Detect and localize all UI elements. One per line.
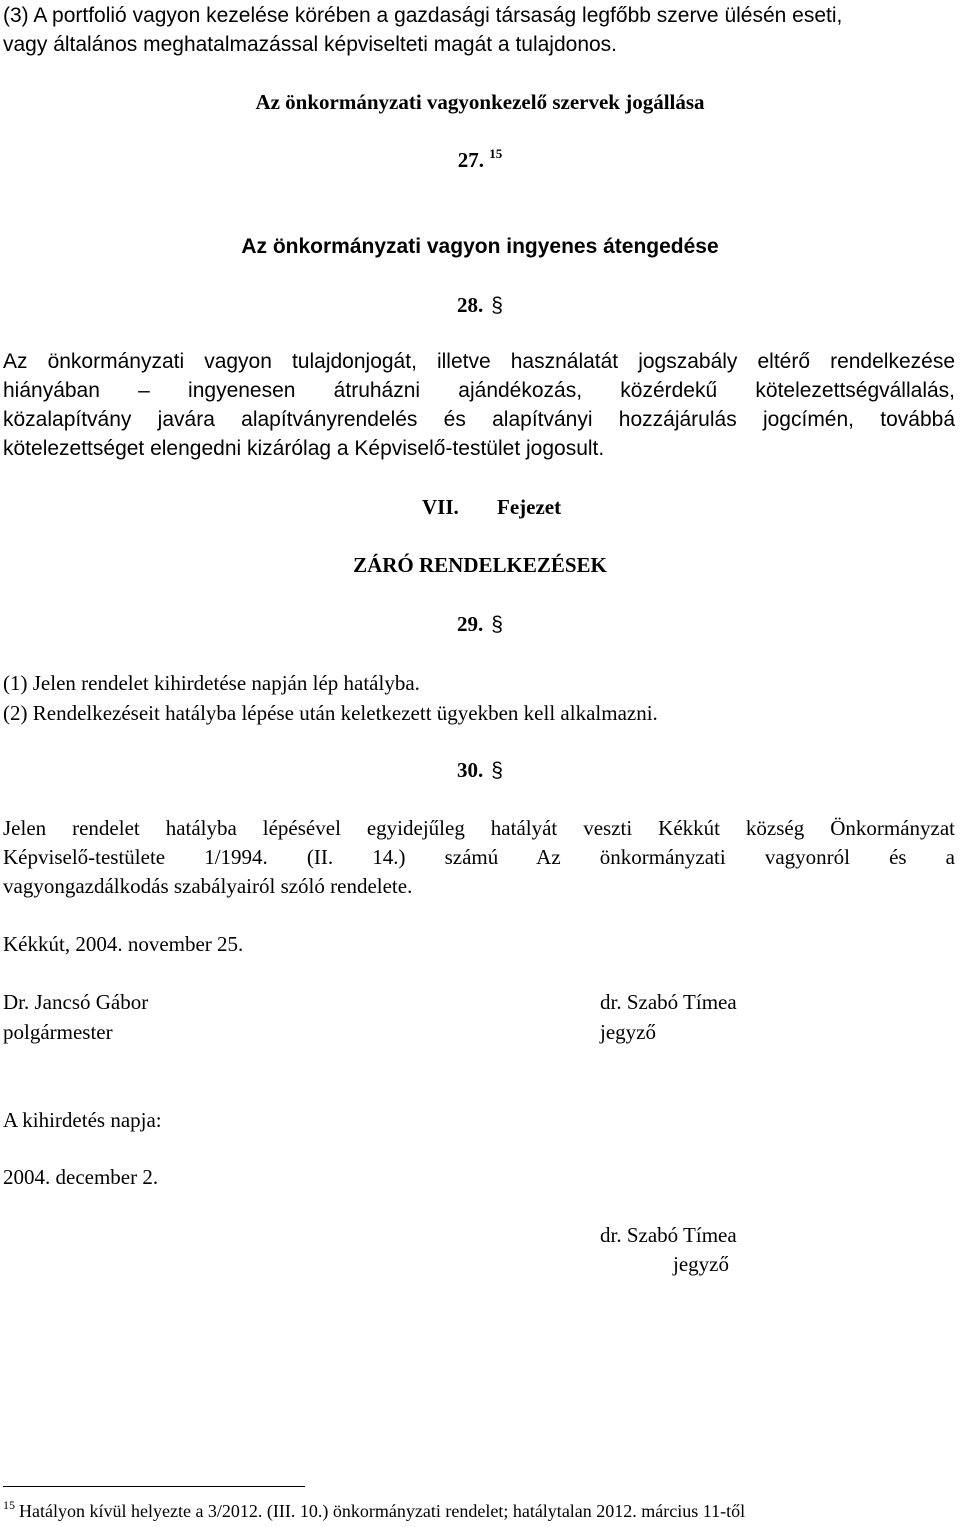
final-signature-title: jegyző (673, 1252, 729, 1276)
section-sign-29: § (491, 613, 503, 636)
section-30-line-3: vagyongazdálkodás szabályairól szóló rendelete. (3, 874, 413, 898)
footnote-number: 15 (3, 1498, 15, 1512)
section-28-line-3: közalapítvány javára alapítványrendelés és alapítványi hozzájárulás jogcímén, továbbá (3, 408, 955, 431)
section-29-paragraph-2: (2) Rendelkezéseit hatályba lépése után keletkezett ügyekben kell alkalmazni. (3, 701, 658, 725)
heading-vagyonkezelo: Az önkormányzati vagyonkezelő szervek jogállása (255, 90, 705, 114)
place-date: Kékkút, 2004. november 25. (3, 932, 244, 956)
chapter-title: ZÁRÓ RENDELKEZÉSEK (353, 553, 607, 577)
section-30-heading (0, 757, 960, 784)
section-sign-30: § (491, 759, 503, 782)
signature-right (600, 987, 737, 1047)
signature-left (3, 987, 148, 1047)
section-28-heading (0, 292, 960, 319)
footnote-ref-15[interactable]: 15 (489, 146, 503, 161)
section-30-number: 30. (457, 758, 484, 782)
intro-line-2: vagy általános meghatalmazással képviselteti magát a tulajdonos. (3, 33, 618, 56)
final-signature-name: dr. Szabó Tímea (600, 1223, 737, 1247)
signature-right-title: jegyző (600, 1020, 656, 1044)
intro-line-1: (3) A portfolió vagyon kezelése körében a gazdasági társaság legfőbb szerve ülésén eseti, (3, 4, 843, 27)
section-28-line-2: hiányában – ingyenesen átruházni ajándékozás, közérdekű kötelezettségvállalás, (3, 379, 955, 402)
announcement-date: 2004. december 2. (3, 1165, 159, 1189)
section-sign-28: § (491, 294, 503, 317)
footnote-separator (3, 1486, 305, 1487)
heading-ingyenes: Az önkormányzati vagyon ingyenes átengedése (241, 235, 719, 258)
section-29-number: 29. (457, 612, 484, 636)
footnote-15 (3, 1500, 745, 1522)
announcement-label: A kihirdetés napja: (3, 1108, 162, 1132)
section-28-number: 28. (457, 293, 484, 317)
section-30-line-1: Jelen rendelet hatályba lépésével egyidejűleg hatályát veszti Kékkút község Önkormányzat (3, 816, 955, 840)
section-28-line-1: Az önkormányzati vagyon tulajdonjogát, illetve használatát jogszabály eltérő rendelkezése (3, 350, 955, 373)
chapter-number: VII. (422, 495, 459, 519)
section-27-heading (0, 147, 960, 173)
signature-left-name: Dr. Jancsó Gábor (3, 990, 149, 1014)
section-29-paragraph-1: (1) Jelen rendelet kihirdetése napján lép hatályba. (3, 671, 420, 695)
signature-right-name: dr. Szabó Tímea (600, 990, 737, 1014)
signature-left-title: polgármester (3, 1020, 113, 1044)
section-28-line-4: kötelezettséget elengedni kizárólag a Képviselő-testület jogosult. (3, 437, 605, 460)
section-30-line-2: Képviselő-testülete 1/1994. (II. 14.) számú Az önkormányzati vagyonról és a (3, 845, 955, 869)
section-29-heading (0, 611, 960, 638)
section-27-number: 27. (457, 148, 484, 172)
chapter-label: Fejezet (497, 495, 562, 519)
footnote-text: Hatályon kívül helyezte a 3/2012. (III. 10.) önkormányzati rendelet; hatálytalan 2012. március 11-től (19, 1501, 746, 1521)
